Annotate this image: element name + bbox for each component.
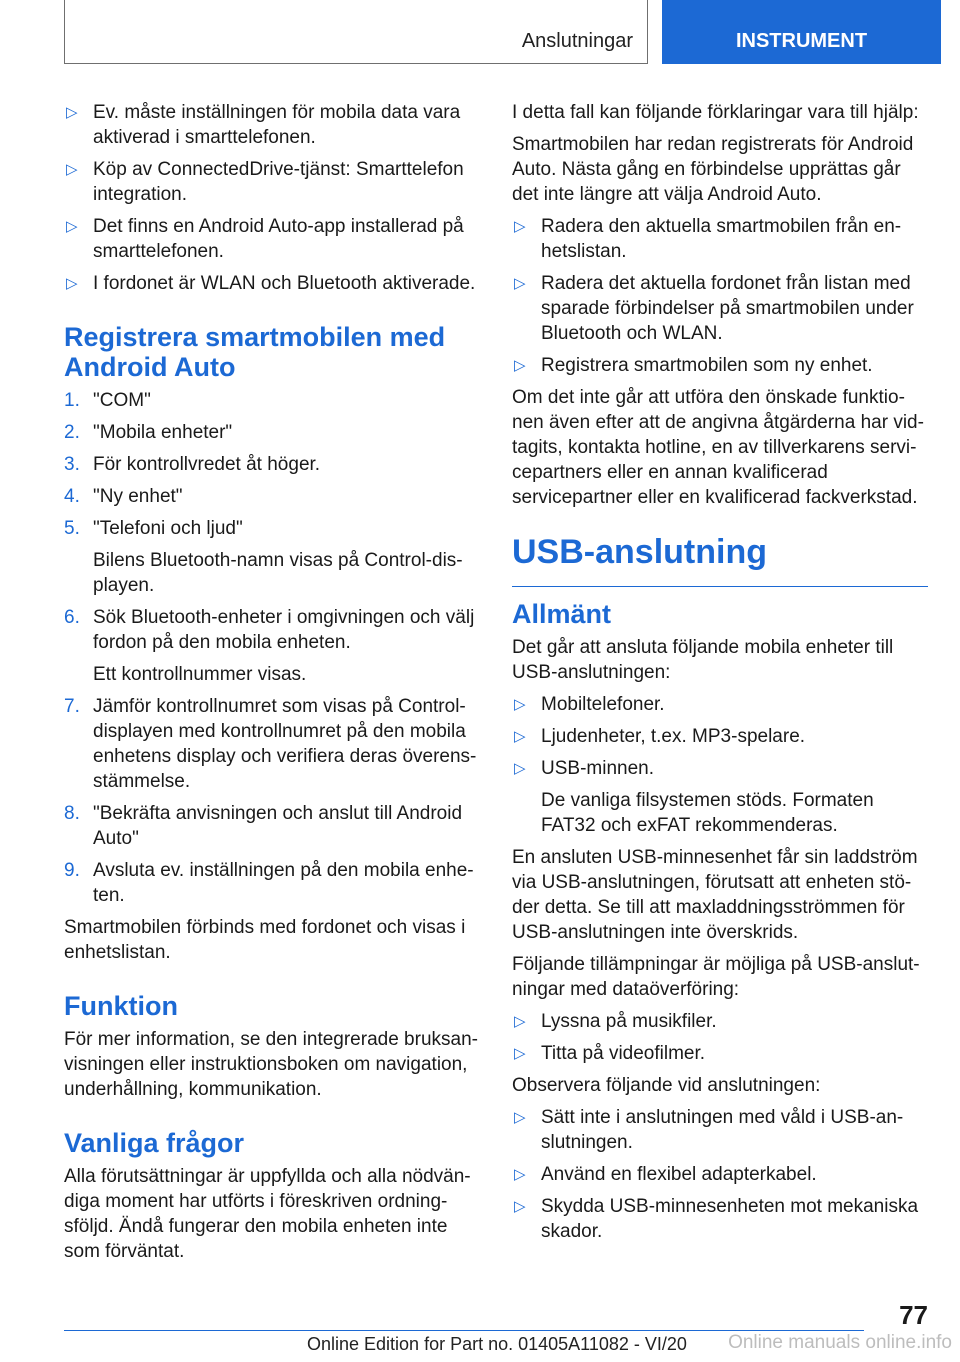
triangle-bullet-icon: ▷ [514,1166,526,1183]
header-section-title: Anslutningar [521,30,633,52]
step-item: 2. "Mobila enheter" [64,422,233,443]
apps-text: Följande tillämpningar är möjliga på USB-anslut-ningar med dataöverföring: [512,954,920,1000]
faq-text: Alla förutsättningar är uppfyllda och alla nödvän-diga moment har utförts i föreskriven ordning-sföljd. Ändå fungerar den mobila enheten inte som förväntat. [64,1166,471,1262]
triangle-bullet-icon: ▷ [514,728,526,745]
header-chapter-tab[interactable]: INSTRUMENT [662,0,941,64]
triangle-bullet-icon: ▷ [514,275,526,292]
step-item: 1. "COM" [64,390,151,411]
step-item: 3. För kontrollvredet åt höger. [64,454,321,475]
function-text: För mer information, se den integrerade bruksan-visningen eller instruktionsboken om navigation, underhållning, kommunikation. [64,1029,478,1100]
triangle-bullet-icon: ▷ [514,760,526,777]
register-result: Smartmobilen förbinds med fordonet och visas i enhetslistan. [64,917,466,963]
header-frame [64,0,648,64]
list-item: ▷ Skydda USB-minnesenheten mot mekaniska skador. [514,1196,919,1242]
heading-register: Registrera smartmobilen med Android Auto [64,322,446,382]
triangle-bullet-icon: ▷ [66,161,78,178]
list-item: ▷ Använd en flexibel adapterkabel. [514,1164,817,1185]
triangle-bullet-icon: ▷ [514,1198,526,1215]
triangle-bullet-icon: ▷ [66,275,78,292]
heading-general: Allmänt [512,599,612,629]
list-item: ▷ Radera den aktuella smartmobilen från en-hetslistan. [514,216,902,262]
charge-text: En ansluten USB-minnesenhet får sin laddström via USB-anslutningen, förutsatt att enheten stö-der detta. Se till att maxladdningsströmmen för USB-anslutningen inte överskrids. [512,847,918,943]
step-item: 9. Avsluta ev. inställningen på den mobila enhe-ten. [64,860,474,906]
triangle-bullet-icon: ▷ [514,1045,526,1062]
triangle-bullet-icon: ▷ [514,1109,526,1126]
triangle-bullet-icon: ▷ [514,1013,526,1030]
list-item: ▷ Radera det aktuella fordonet från listan med sparade förbindelser på smartmobilen under Bluetooth och WLAN. [514,273,914,344]
registered-text: Smartmobilen har redan registrerats för Android Auto. Nästa gång en förbindelse upprättas går det inte längre att välja Android Auto. [512,134,914,205]
contact-text: Om det inte går att utföra den önskade funktio-nen även efter att de angivna åtgärderna har vid-tagits, kontakta hotline, en av tillverkarens servi-cepartners eller en annan kvalificerad servicepartner eller en kvalificerad fackverkstad. [512,387,924,508]
triangle-bullet-icon: ▷ [66,218,78,235]
page-number: 77 [899,1300,928,1330]
list-item: ▷ Registrera smartmobilen som ny enhet. [514,355,873,376]
step-note: Ett kontrollnummer visas. [93,664,307,685]
step-item: 6. Sök Bluetooth-enheter i omgivningen och välj fordon på den mobila enheten. [64,607,475,653]
step-item: 8. "Bekräfta anvisningen och anslut till Android Auto" [64,803,463,849]
list-item: ▷ I fordonet är WLAN och Bluetooth aktiverade. [66,273,476,294]
faq-intro: I detta fall kan följande förklaringar vara till hjälp: [512,102,919,123]
footer-divider [64,1330,864,1331]
list-item: ▷ Ev. måste inställningen för mobila data vara aktiverad i smarttelefonen. [66,102,461,148]
general-text: Det går att ansluta följande mobila enheter till USB-anslutningen: [512,637,894,683]
step-item: 7. Jämför kontrollnumret som visas på Control-displayen med kontrollnumret på den mobila enhetens display och verifiera deras överens-stämmelse. [64,696,477,792]
heading-faq: Vanliga frågor [64,1128,245,1158]
list-item: ▷ Det finns en Android Auto-app installerad på smarttelefonen. [66,216,464,262]
triangle-bullet-icon: ▷ [514,696,526,713]
list-item: ▷ Lyssna på musikfiler. [514,1011,717,1032]
right-column [512,100,928,1251]
heading-usb: USB-anslutning [512,532,928,587]
observe-text: Observera följande vid anslutningen: [512,1075,821,1096]
list-item: ▷ Sätt inte i anslutningen med våld i USB-an-slutningen. [514,1107,904,1153]
step-item: 4. "Ny enhet" [64,486,183,507]
list-item: ▷ Titta på videofilmer. [514,1043,706,1064]
usb-note: De vanliga filsystemen stöds. Formaten FAT32 och exFAT rekommenderas. [541,790,874,836]
step-item: 5. "Telefoni och ljud" [64,518,243,539]
heading-function: Funktion [64,991,178,1021]
triangle-bullet-icon: ▷ [66,104,78,121]
left-column [64,100,480,1271]
step-note: Bilens Bluetooth-namn visas på Control-dis-playen. [93,550,463,596]
list-item: ▷ Ljudenheter, t.ex. MP3-spelare. [514,726,806,747]
watermark: Online manuals online.info [728,1332,952,1353]
list-item: ▷ Mobiltelefoner. [514,694,665,715]
triangle-bullet-icon: ▷ [514,357,526,374]
list-item: ▷ USB-minnen. [514,758,654,779]
list-item: ▷ Köp av ConnectedDrive-tjänst: Smarttelefon integration. [66,159,464,205]
triangle-bullet-icon: ▷ [514,218,526,235]
footer-edition: Online Edition for Part no. 01405A11082 - VI/20 [307,1334,687,1354]
